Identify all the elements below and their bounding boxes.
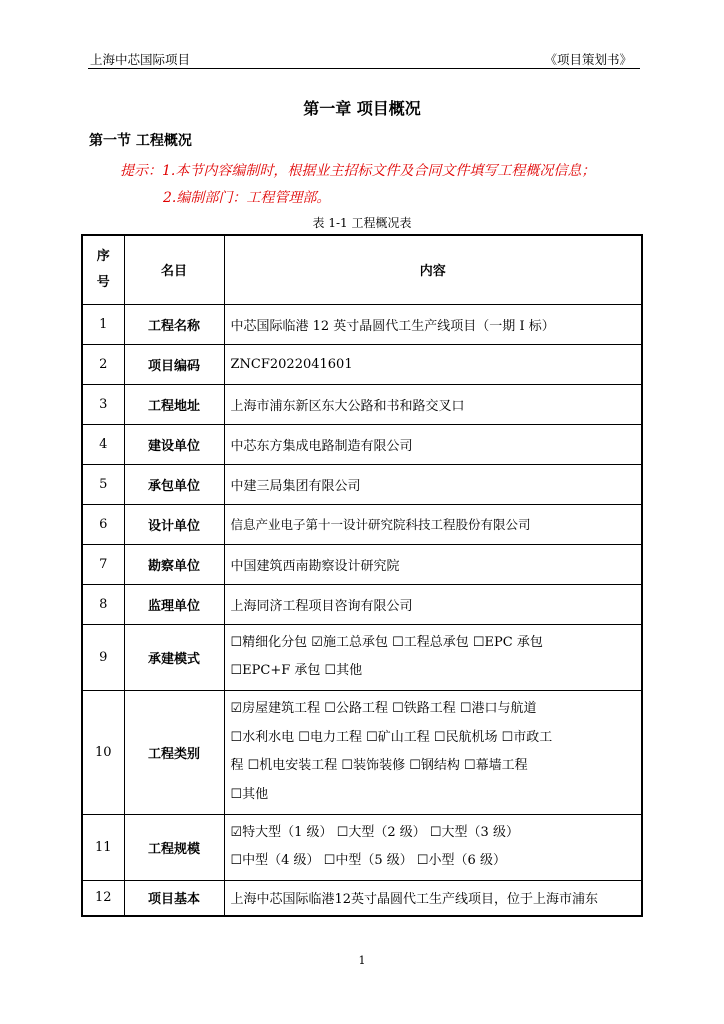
page-number: 1	[358, 954, 366, 967]
header-cell-name: 名目	[124, 235, 224, 304]
row-name: 监理单位	[124, 584, 224, 624]
row-no: 11	[82, 814, 124, 880]
row-content	[224, 814, 642, 880]
row-name: 工程地址	[124, 384, 224, 424]
table-caption: 表 1-1 工程概况表	[312, 216, 412, 230]
row-no: 5	[82, 464, 124, 504]
project-overview-table	[81, 234, 643, 917]
row-content	[224, 690, 642, 814]
row-no: 6	[82, 504, 124, 544]
table-row	[82, 464, 642, 504]
row-no: 7	[82, 544, 124, 584]
table-row	[82, 690, 642, 814]
row-name: 勘察单位	[124, 544, 224, 584]
table-row	[82, 384, 642, 424]
row-name: 项目编码	[124, 344, 224, 384]
chapter-title: 第一章 项目概况	[303, 99, 421, 118]
row-no: 4	[82, 424, 124, 464]
row-name: 项目基本	[124, 880, 224, 916]
checkbox-line: ☐精细化分包 ☑施工总承包 ☐工程总承包 ☐EPC 承包	[230, 634, 543, 650]
row-content: 中芯国际临港 12 英寸晶圆代工生产线项目（一期 I 标）	[224, 304, 642, 344]
table-row	[82, 880, 642, 916]
checkbox-line: 程 ☐机电安装工程 ☐装饰装修 ☐钢结构 ☐幕墙工程	[230, 758, 528, 773]
checkbox-line: ☐其他	[230, 786, 269, 802]
row-no: 9	[82, 624, 124, 690]
table-row	[82, 424, 642, 464]
table-row	[82, 624, 642, 690]
table-row	[82, 504, 642, 544]
row-no: 1	[82, 304, 124, 344]
header-rule	[88, 68, 640, 69]
row-content: 中建三局集团有限公司	[224, 464, 642, 504]
row-content: 上海同济工程项目咨询有限公司	[224, 584, 642, 624]
table-row	[82, 544, 642, 584]
tip-line-1: 提示：1.本节内容编制时，根据业主招标文件及合同文件填写工程概况信息；	[120, 163, 596, 179]
row-content: 上海市浦东新区东大公路和书和路交叉口	[224, 384, 642, 424]
row-name: 工程名称	[124, 304, 224, 344]
table-row	[82, 304, 642, 344]
row-name: 建设单位	[124, 424, 224, 464]
checkbox-line: ☐水利水电 ☐电力工程 ☐矿山工程 ☐民航机场 ☐市政工	[230, 729, 553, 745]
row-name: 设计单位	[124, 504, 224, 544]
row-content: 中国建筑西南勘察设计研究院	[224, 544, 642, 584]
table-row	[82, 344, 642, 384]
header-cell-content: 内容	[224, 235, 642, 304]
header-left-title: 上海中芯国际项目	[90, 52, 191, 67]
row-content: 中芯东方集成电路制造有限公司	[224, 424, 642, 464]
row-name: 承包单位	[124, 464, 224, 504]
row-no: 12	[82, 880, 124, 916]
row-no: 10	[82, 690, 124, 814]
checkbox-line: ☑特大型（1 级） ☐大型（2 级） ☐大型（3 级）	[230, 824, 519, 840]
header-cell-no: 序号	[82, 235, 124, 304]
row-name: 工程规模	[124, 814, 224, 880]
section-title: 第一节 工程概况	[89, 133, 192, 149]
row-no: 3	[82, 384, 124, 424]
checkbox-line: ☐中型（4 级） ☐中型（5 级） ☐小型（6 级）	[230, 853, 506, 868]
row-name: 工程类别	[124, 690, 224, 814]
checkbox-line: ☑房屋建筑工程 ☐公路工程 ☐铁路工程 ☐港口与航道	[230, 701, 537, 716]
row-content: 上海中芯国际临港12英寸晶圆代工生产线项目，位于上海市浦东	[224, 880, 642, 916]
row-content	[224, 624, 642, 690]
table-row	[82, 584, 642, 624]
row-content: ZNCF2022041601	[224, 344, 642, 384]
table-row	[82, 814, 642, 880]
table-header-row	[82, 235, 642, 304]
row-name: 承建模式	[124, 624, 224, 690]
row-content: 信息产业电子第十一设计研究院科技工程股份有限公司	[224, 504, 642, 544]
row-no: 8	[82, 584, 124, 624]
header-right-title: 《项目策划书》	[544, 52, 632, 67]
checkbox-line: ☐EPC+F 承包 ☐其他	[230, 663, 363, 678]
row-no: 2	[82, 344, 124, 384]
tip-line-2: 2.编制部门：工程管理部。	[163, 190, 331, 206]
